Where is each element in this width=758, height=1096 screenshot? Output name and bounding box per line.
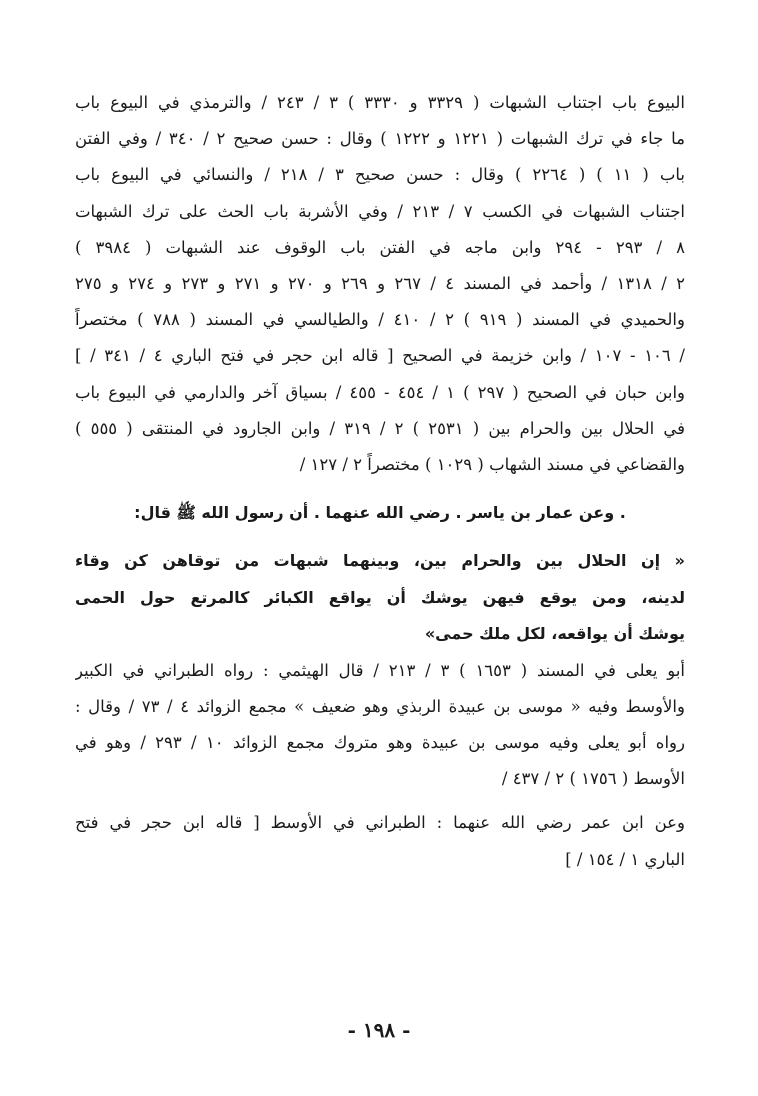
text-line: والأوسط وفيه « موسى بن عبيدة الربذي وهو ضعيف » مجمع الزوائد ٤ / ٧٣ / وقال :: [75, 696, 685, 716]
hadith-line: « إن الحلال بين والحرام بين، وبينهما شبهات من توقاهن كن وقاء: [75, 551, 685, 571]
text-line: ٨ / ٢٩٣ - ٢٩٤ وابن ماجه في الفتن باب الوقوف عند الشبهات ( ٣٩٨٤ ): [75, 237, 685, 257]
hadith-line: يوشك أن يواقعه، لكل ملك حمى»: [424, 624, 685, 644]
page-body: [75, 85, 685, 878]
hadith-line: لدينه، ومن يوقع فيهن يوشك أن يواقع الكبائر كالمرتع حول الحمى: [75, 587, 685, 607]
takhrij-block-1: [75, 85, 685, 483]
text-line: والحميدي في المسند ( ٩١٩ ) ٢ / ٤١٠ / والطيالسي في المسند ( ٧٨٨ ) مختصراً: [75, 310, 685, 330]
text-line: والقضاعي في مسند الشهاب ( ١٠٢٩ ) مختصراً ٢ / ١٢٧ /: [299, 454, 685, 474]
takhrij-block-2: [75, 653, 685, 798]
text-line: أبو يعلى في المسند ( ١٦٥٣ ) ٣ / ٢١٣ / قال الهيثمي : رواه الطبراني في الكبير: [75, 660, 685, 680]
text-line: في الحلال بين والحرام بين ( ٢٥٣١ ) ٢ / ٣١٩ / وابن الجارود في المنتقى ( ٥٥٥ ): [75, 418, 685, 438]
text-line: / ١٠٦ - ١٠٧ / وابن خزيمة في الصحيح [ قاله ابن حجر في فتح الباري ٤ / ٣٤١ / ]: [75, 346, 685, 366]
text-line: باب ( ١١ ) ( ٢٢٦٤ ) وقال : حسن صحيح ٣ / ٢١٨ / والنسائي في البيوع باب: [75, 165, 685, 185]
page-number: - ١٩٨ -: [347, 1018, 411, 1042]
text-line: رواه أبو يعلى وفيه موسى بن عبيدة وهو متروك مجمع الزوائد ١٠ / ٢٩٣ / وهو في: [75, 732, 685, 752]
takhrij-block-3: [75, 805, 685, 877]
text-line: الباري ١ / ١٥٤ / ]: [565, 849, 685, 869]
text-line: البيوع باب اجتناب الشبهات ( ٣٣٢٩ و ٣٣٣٠ ) ٣ / ٢٤٣ / والترمذي في البيوع باب: [75, 93, 685, 112]
text-line: ٢ / ١٣١٨ / وأحمد في المسند ٤ / ٢٦٧ و ٢٦٩ و ٢٧٠ و ٢٧١ و ٢٧٣ و ٢٧٤ و ٢٧٥: [75, 273, 685, 293]
text-line: اجتناب الشبهات في الكسب ٧ / ٢١٣ / وفي الأشربة باب الحث على ترك الشبهات: [75, 201, 685, 221]
text-line: الأوسط ( ١٧٥٦ ) ٢ / ٤٣٧ /: [501, 769, 685, 789]
text-line: وعن ابن عمر رضي الله عنهما : الطبراني في الأوسط [ قاله ابن حجر في فتح: [75, 813, 685, 833]
hadith-text: [75, 543, 685, 653]
text-line: وابن حبان في الصحيح ( ٢٩٧ ) ١ / ٤٥٤ - ٤٥٥ / بسياق آخر والدارمي في البيوع باب: [75, 382, 685, 402]
hadith-intro: . وعن عمار بن ياسر . رضي الله عنهما . أن رسول الله ﷺ قال:: [134, 503, 626, 523]
text-line: ما جاء في ترك الشبهات ( ١٢٢١ و ١٢٢٢ ) وقال : حسن صحيح ٢ / ٣٤٠ / وفي الفتن: [75, 129, 685, 149]
